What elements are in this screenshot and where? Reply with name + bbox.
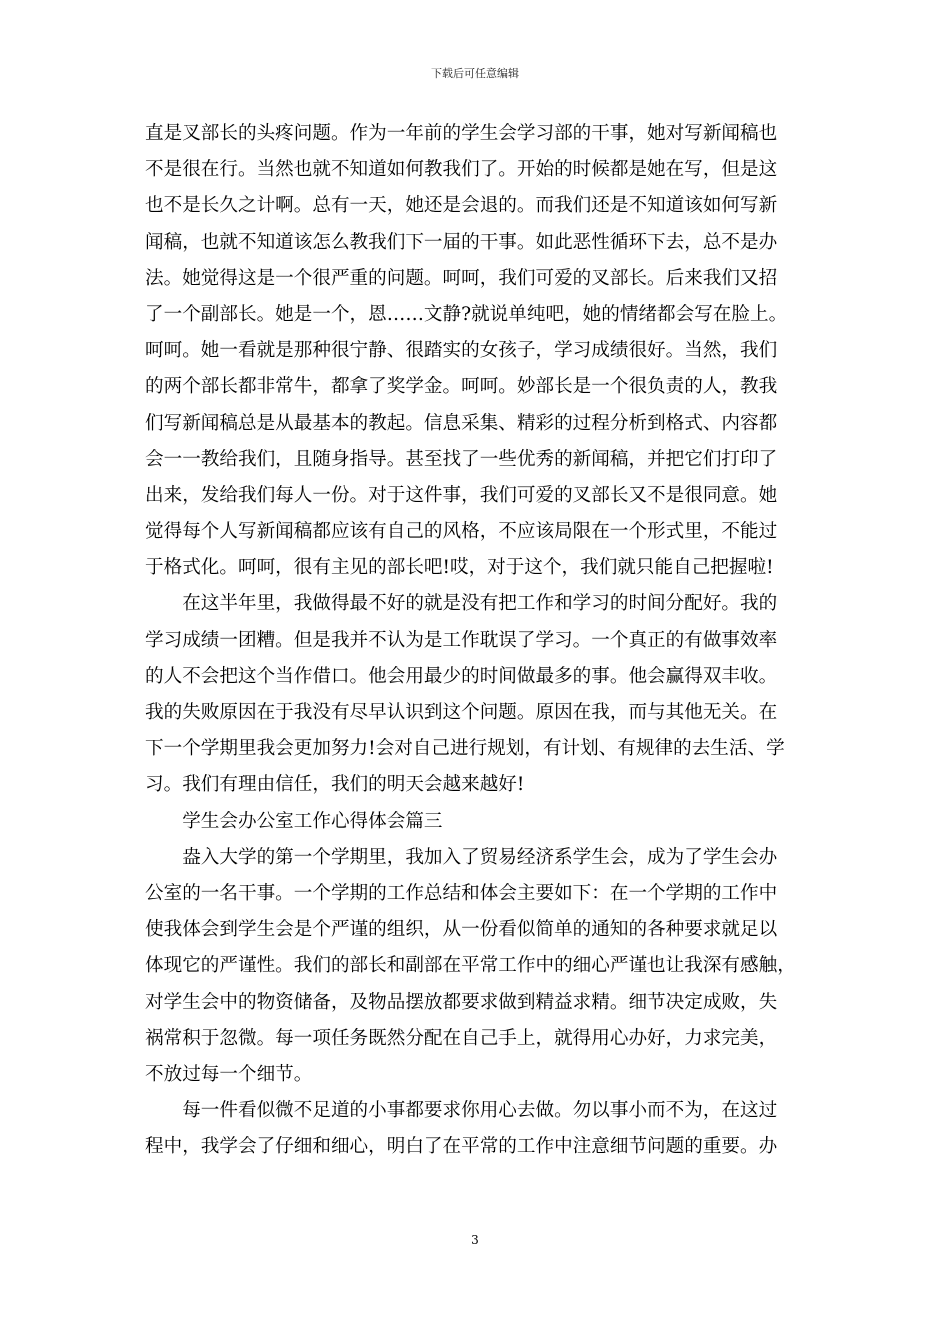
text-line: 使我体会到学生会是个严谨的组织，从一份看似简单的通知的各种要求就足以	[145, 919, 778, 941]
text-line: 祸常积于忽微。每一项任务既然分配在自己手上，就得用心办好，力求完美，	[145, 1027, 778, 1049]
text-line: 每一件看似微不足道的小事都要求你用心去做。勿以事小而不为，在这过	[145, 1100, 778, 1122]
text-line: 学习成绩一团糟。但是我并不认为是工作耽误了学习。一个真正的有做事效率	[145, 629, 778, 651]
text-line: 体现它的严谨性。我们的部长和副部在平常工作中的细心严谨也让我深有感触，	[145, 955, 796, 977]
text-line: 呵呵。她一看就是那种很宁静、很踏实的女孩子，学习成绩很好。当然，我们	[145, 340, 778, 362]
text-line: 觉得每个人写新闻稿都应该有自己的风格，不应该局限在一个形式里，不能过	[145, 521, 778, 543]
text-line: 不放过每一个细节。	[145, 1063, 313, 1085]
text-line: 闻稿，也就不知道该怎么教我们下一届的干事。如此恶性循环下去，总不是办	[145, 231, 778, 253]
text-line: 会一一教给我们，且随身指导。甚至找了一些优秀的新闻稿，并把它们打印了	[145, 448, 778, 470]
page-number: 3	[471, 1233, 479, 1247]
text-line: 习。我们有理由信任，我们的明天会越来越好!	[145, 774, 525, 796]
text-line: 法。她觉得这是一个很严重的问题。呵呵，我们可爱的叉部长。后来我们又招	[145, 267, 778, 289]
section-heading: 学生会办公室工作心得体会篇三	[145, 810, 443, 832]
text-line: 直是叉部长的头疼问题。作为一年前的学生会学习部的干事，她对写新闻稿也	[145, 123, 778, 144]
text-line: 了一个副部长。她是一个，恩……文静?就说单纯吧，她的情绪都会写在脸上。	[145, 303, 788, 325]
text-line: 出来，发给我们每人一份。对于这件事，我们可爱的叉部长又不是很同意。她	[145, 484, 778, 506]
text-line: 我的失败原因在于我没有尽早认识到这个问题。原因在我，而与其他无关。在	[145, 702, 778, 723]
text-line: 公室的一名干事。一个学期的工作总结和体会主要如下：在一个学期的工作中	[145, 882, 778, 904]
text-line: 也不是长久之计啊。总有一天，她还是会退的。而我们还是不知道该如何写新	[145, 195, 778, 217]
document-body	[145, 116, 810, 1165]
text-line: 对学生会中的物资储备，及物品摆放都要求做到精益求精。细节决定成败，失	[145, 991, 778, 1013]
text-line: 盎入大学的第一个学期里，我加入了贸易经济系学生会，成为了学生会办	[145, 846, 778, 868]
page-header: 下载后可任意编辑	[431, 67, 519, 80]
text-line: 的两个部长都非常牛，都拿了奖学金。呵呵。妙部长是一个很负责的人，教我	[145, 376, 778, 398]
text-line: 的人不会把这个当作借口。他会用最少的时间做最多的事。他会赢得双丰收。	[145, 665, 778, 687]
text-line: 们写新闻稿总是从最基本的教起。信息采集、精彩的过程分析到格式、内容都	[145, 412, 778, 434]
text-line: 不是很在行。当然也就不知道如何教我们了。开始的时候都是她在写，但是这	[145, 159, 778, 181]
text-line: 于格式化。呵呵，很有主见的部长吧!哎，对于这个，我们就只能自己把握啦!	[145, 557, 774, 579]
text-line: 程中，我学会了仔细和细心，明白了在平常的工作中注意细节问题的重要。办	[145, 1136, 778, 1158]
text-line: 在这半年里，我做得最不好的就是没有把工作和学习的时间分配好。我的	[145, 593, 778, 615]
text-line: 下一个学期里我会更加努力!会对自己进行规划，有计划、有规律的去生活、学	[145, 738, 785, 760]
